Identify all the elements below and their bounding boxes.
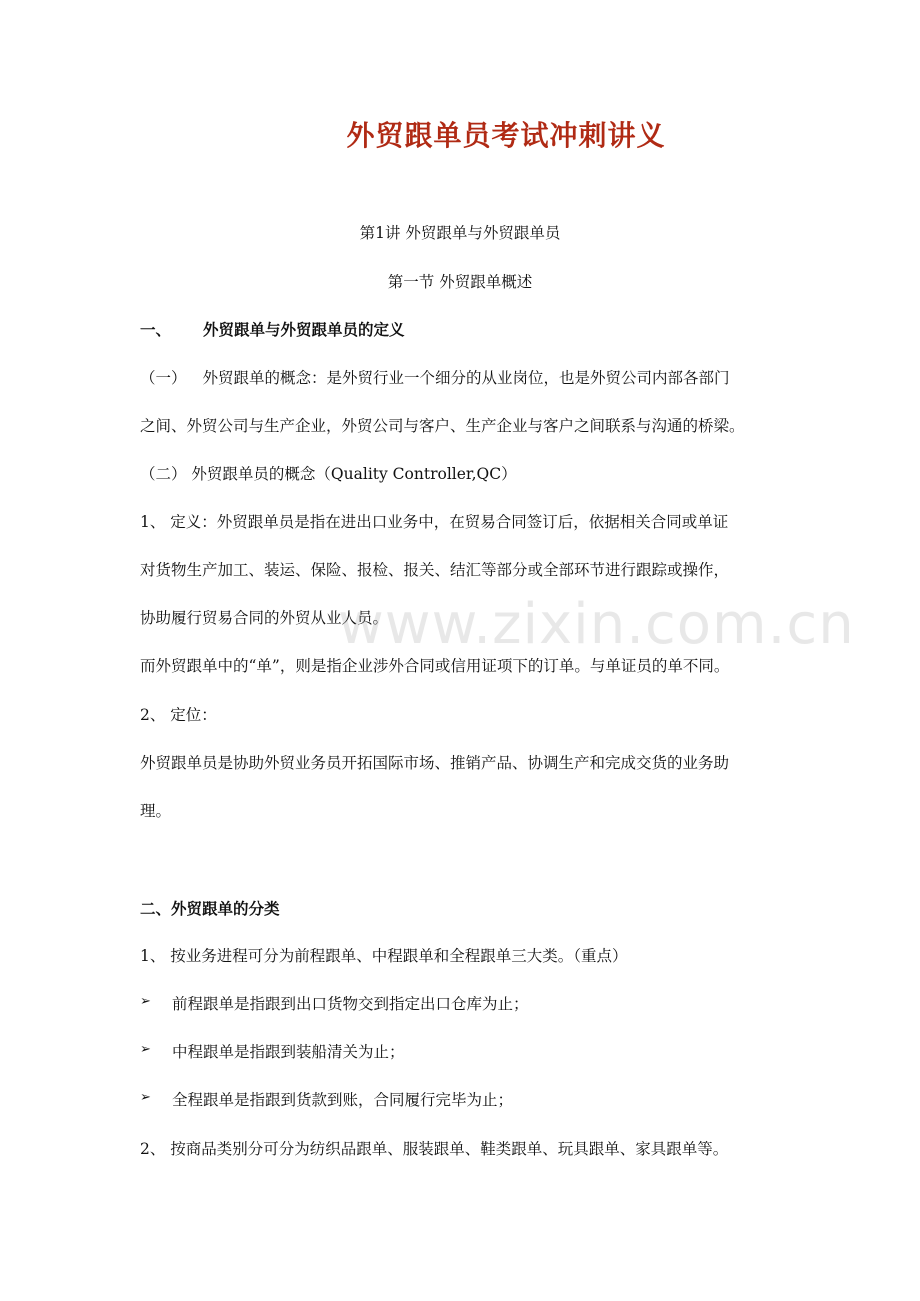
heading-definitions: [140, 318, 405, 340]
document-title: 外贸跟单员考试冲刺讲义: [346, 119, 666, 152]
arrow-bullet-icon: ➢: [140, 994, 151, 1009]
classification-by-process: 1、 按业务进程可分为前程跟单、中程跟单和全程跟单三大类。（重点）: [140, 947, 628, 965]
definition-line3: 协助履行贸易合同的外贸从业人员。: [140, 609, 389, 627]
definition-line1: 1、 定义：外贸跟单员是指在进出口业务中，在贸易合同签订后，依据相关合同或单证: [140, 513, 729, 531]
paragraph-number: （一）: [140, 369, 187, 387]
paragraph-text: 外贸跟单的概念：是外贸行业一个细分的从业岗位，也是外贸公司内部各部门: [202, 369, 730, 387]
section-heading: 第一节 外贸跟单概述: [387, 273, 533, 291]
paragraph-concept-line2: 之间、外贸公司与生产企业，外贸公司与客户、生产企业与客户之间联系与沟通的桥梁。: [140, 417, 745, 435]
arrow-bullet-icon: ➢: [140, 1090, 151, 1105]
paragraph-concept-line1: [140, 366, 730, 388]
positioning-line2: 理。: [140, 802, 172, 820]
heading-number: 一、: [140, 320, 172, 339]
positioning-line1: 外贸跟单员是协助外贸业务员开拓国际市场、推销产品、协调生产和完成交货的业务助: [140, 754, 730, 772]
positioning-label: 2、 定位：: [140, 706, 217, 724]
heading-classification: 二、外贸跟单的分类: [140, 899, 280, 918]
paragraph-qc-concept: （二） 外贸跟单员的概念（Quality Controller,QC）: [140, 465, 517, 483]
lecture-heading: 第1讲 外贸跟单与外贸跟单员: [359, 224, 561, 242]
list-item: 前程跟单是指跟到出口货物交到指定出口仓库为止；: [172, 995, 529, 1013]
heading-text: 外贸跟单与外贸跟单员的定义: [203, 320, 405, 339]
classification-by-category: 2、 按商品类别分可分为纺织品跟单、服装跟单、鞋类跟单、玩具跟单、家具跟单等。: [140, 1140, 729, 1158]
arrow-bullet-icon: ➢: [140, 1042, 151, 1057]
watermark: www.zixin.com.cn: [338, 592, 855, 657]
list-item: 中程跟单是指跟到装船清关为止；: [172, 1043, 405, 1061]
order-note: 而外贸跟单中的“单”，则是指企业涉外合同或信用证项下的订单。与单证员的单不同。: [140, 657, 730, 675]
list-item: 全程跟单是指跟到货款到账，合同履行完毕为止；: [172, 1091, 514, 1109]
definition-line2: 对货物生产加工、装运、保险、报检、报关、结汇等部分或全部环节进行跟踪或操作，: [140, 561, 730, 579]
